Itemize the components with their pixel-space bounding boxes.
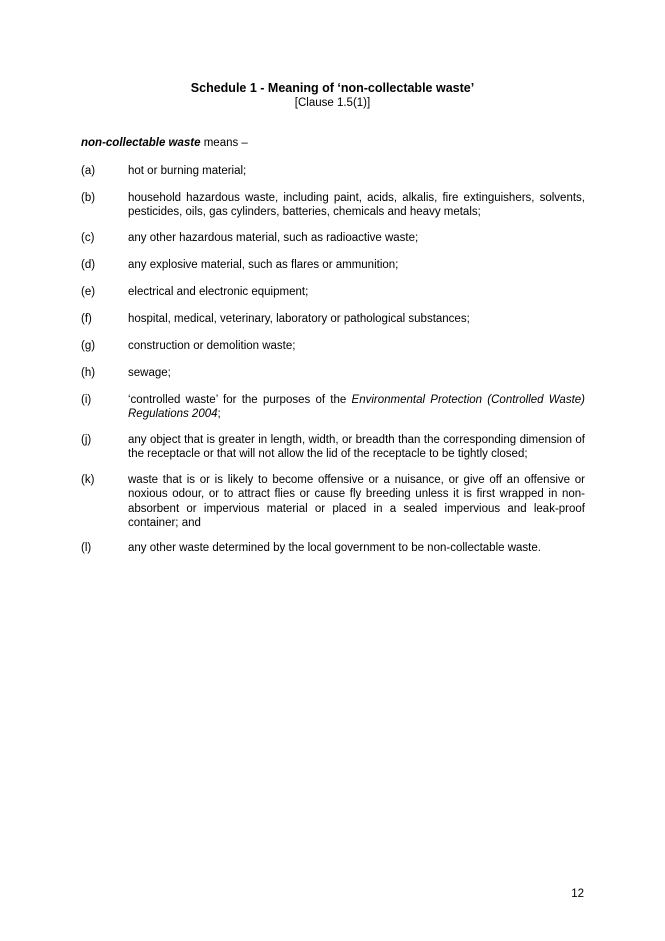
item-label: (h) [81,367,96,379]
item-text: hot or burning material; [128,165,247,177]
list-item-b [81,191,585,220]
item-text: any other hazardous material, such as radioactive waste; [128,232,419,244]
item-label: (e) [81,286,96,298]
item-text: household hazardous waste, including paint, acids, alkalis, fire extinguishers, solvents, pesticides, oils, gas cylinders, batteries, chemicals and heavy metals; [128,192,585,219]
item-text: sewage; [128,367,171,379]
list-item-h [81,366,585,380]
item-text-after: ; [217,408,221,421]
item-label: (d) [81,259,96,271]
list-item-c [81,231,585,245]
item-label: (c) [81,232,95,244]
list-item-g [81,339,585,353]
page-number: 12 [571,888,584,900]
item-label: (f) [81,313,92,325]
item-text: construction or demolition waste; [128,340,296,352]
item-label: (i) [81,394,92,406]
list-item-l [81,541,585,555]
item-text-before: ‘controlled waste’ for the purposes of the [128,394,352,406]
item-text: any other waste determined by the local government to be non-collectable waste. [128,542,541,554]
item-text: waste that is or is likely to become offensive or a nuisance, or give off an offensive or noxious odour, or to attract flies or cause fly breeding unless it is first wrapped in non-absorbent or impervious material or placed in a sealed impervious and leak-proof container; and [128,474,585,529]
item-text: electrical and electronic equipment; [128,286,309,298]
definition-intro [81,136,248,150]
list-item-f [81,312,585,326]
list-item-d [81,258,585,272]
list-item-k [81,473,585,530]
item-label: (j) [81,434,92,446]
item-label: (b) [81,192,96,204]
list-item-e [81,285,585,299]
list-item-a [81,164,585,178]
item-text: any object that is greater in length, width, or breadth than the corresponding dimension of the receptacle or that will not allow the lid of the receptacle to be tightly closed; [128,434,585,461]
regulation-title: Environmental Protection (Controlled Waste) Regulations 2004 [128,394,585,421]
item-label: (k) [81,474,95,486]
clause-reference: [Clause 1.5(1)] [294,97,371,109]
item-label: (l) [81,542,92,554]
item-label: (g) [81,340,96,352]
list-item-j [81,433,585,462]
item-label: (a) [81,165,96,177]
item-text [128,393,585,422]
defined-term: non-collectable waste [81,137,201,149]
schedule-title: Schedule 1 - Meaning of ‘non-collectable waste’ [190,81,475,95]
list-item-i [81,393,585,422]
item-text: any explosive material, such as flares or ammunition; [128,259,399,271]
definition-means: means – [203,137,248,149]
item-text: hospital, medical, veterinary, laboratory or pathological substances; [128,313,470,325]
